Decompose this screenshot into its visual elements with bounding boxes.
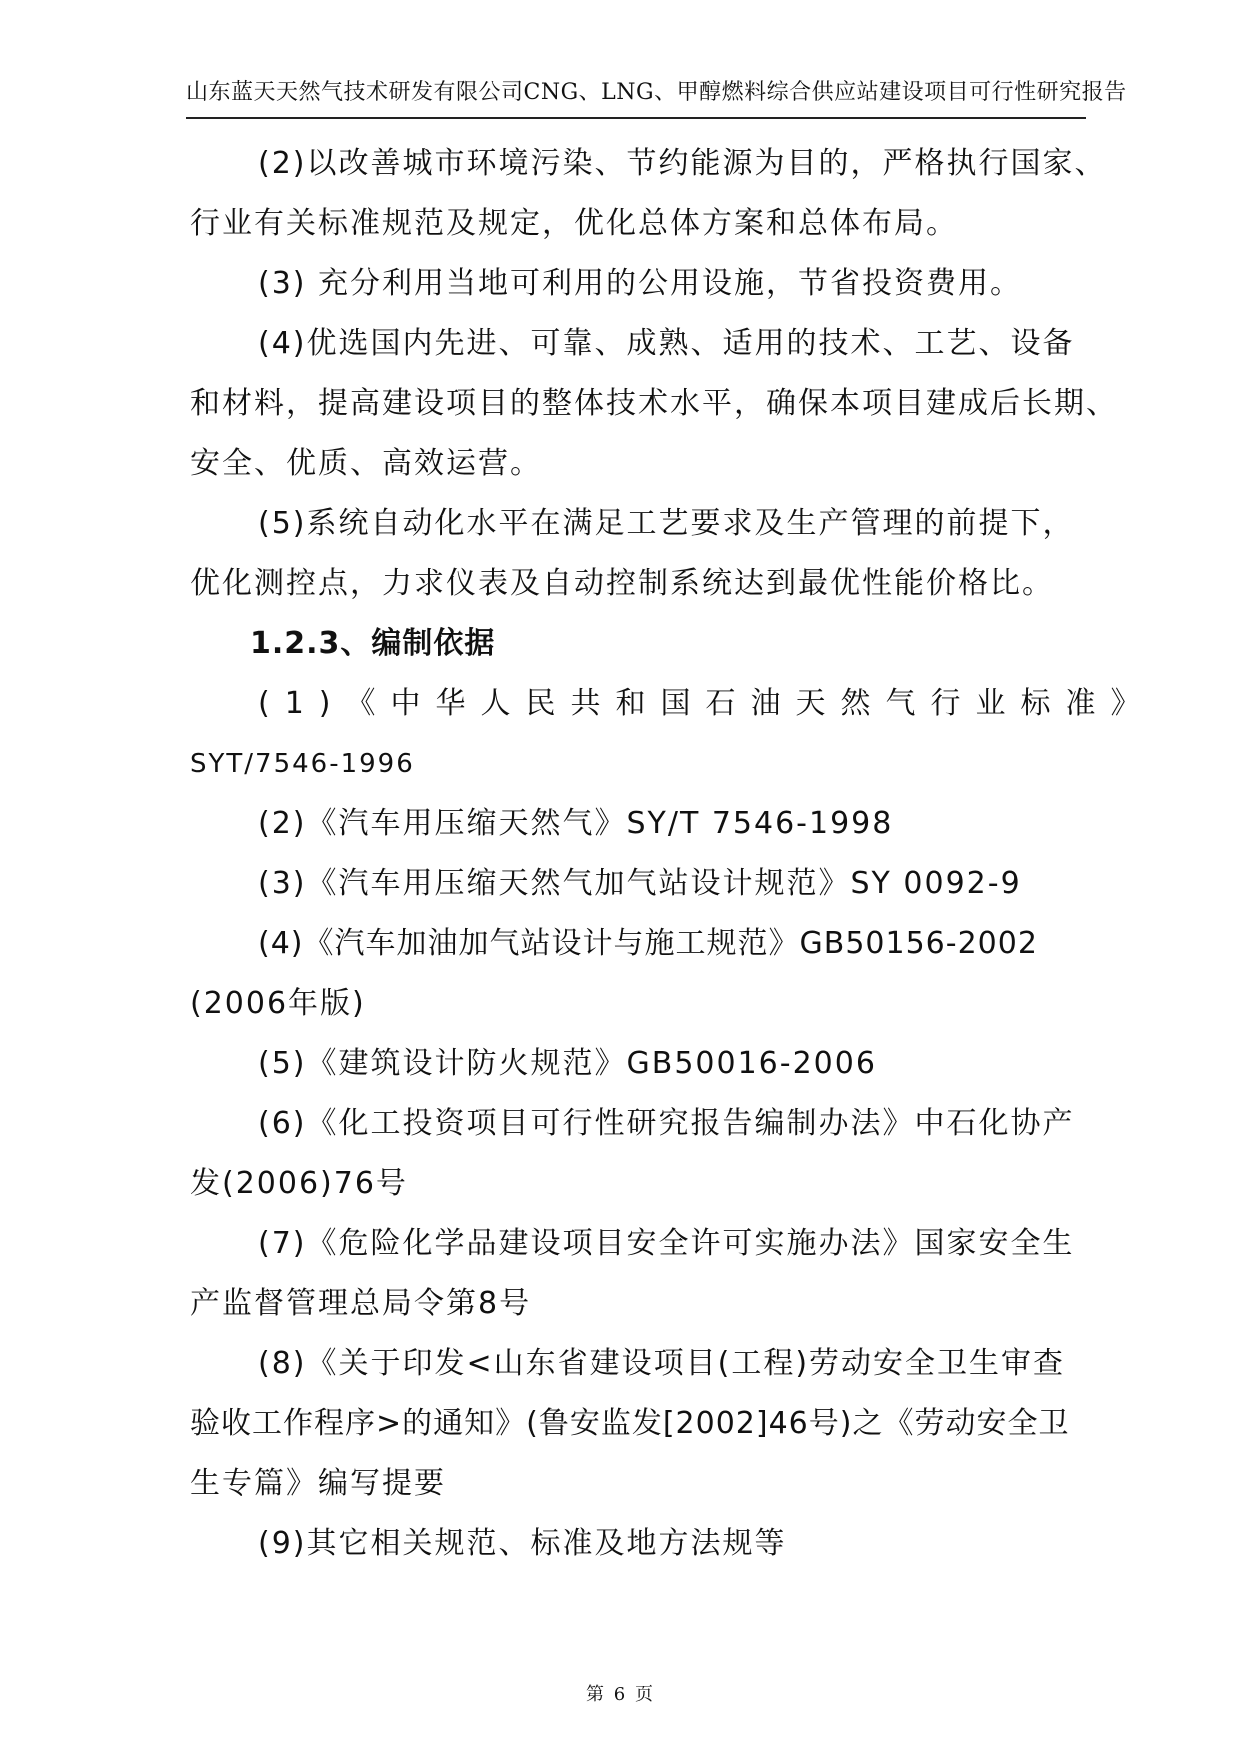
text-line: (1)《中华人民共和国石油天然气行业标准》 [258, 686, 1156, 721]
text-line: 验收工作程序>的通知》(鲁安监发[2002]46号)之《劳动安全卫 [190, 1406, 1070, 1441]
text-line: (3)《汽车用压缩天然气加气站设计规范》SY 0092-9 [258, 866, 1022, 901]
text-line: (5)系统自动化水平在满足工艺要求及生产管理的前提下， [258, 506, 1075, 541]
section-heading: 1.2.3、编制依据 [250, 626, 496, 661]
header-divider [186, 117, 1086, 119]
text-line: 行业有关标准规范及规定，优化总体方案和总体布局。 [190, 206, 958, 241]
basis-item-6 [190, 1094, 1080, 1214]
text-line: (2)《汽车用压缩天然气》SY/T 7546-1998 [258, 806, 894, 841]
text-line: 安全、优质、高效运营。 [190, 446, 542, 481]
paragraph-principle-2 [190, 134, 1107, 254]
text-line: 生专篇》编写提要 [190, 1466, 446, 1501]
text-line: 优化测控点，力求仪表及自动控制系统达到最优性能价格比。 [190, 566, 1054, 601]
text-line: (4)优选国内先进、可靠、成熟、适用的技术、工艺、设备 [258, 326, 1075, 361]
document-body [190, 134, 1156, 1574]
paragraph-principle-5 [190, 494, 1080, 614]
basis-item-5 [190, 1034, 1080, 1094]
basis-item-1 [190, 674, 1156, 794]
text-line: (2)以改善城市环境污染、节约能源为目的，严格执行国家、 [258, 146, 1107, 181]
text-line: (6)《化工投资项目可行性研究报告编制办法》中石化协产 [258, 1106, 1075, 1141]
text-line: 产监督管理总局令第8号 [190, 1286, 532, 1321]
text-line: (4)《汽车加油加气站设计与施工规范》GB50156-2002 [258, 926, 1038, 961]
text-line: (2006年版) [190, 986, 366, 1021]
text-line: 和材料，提高建设项目的整体技术水平，确保本项目建成后长期、 [190, 386, 1118, 421]
text-line: (9)其它相关规范、标准及地方法规等 [258, 1526, 787, 1561]
basis-item-2 [190, 794, 1080, 854]
text-line: (7)《危险化学品建设项目安全许可实施办法》国家安全生 [258, 1226, 1075, 1261]
basis-item-9 [190, 1514, 1080, 1574]
basis-item-7 [190, 1214, 1080, 1334]
paragraph-principle-4 [190, 314, 1118, 494]
text-line: (8)《关于印发<山东省建设项目(工程)劳动安全卫生审查 [258, 1346, 1066, 1381]
text-line: SYT/7546-1996 [190, 749, 415, 779]
text-line: (3) 充分利用当地可利用的公用设施，节省投资费用。 [258, 266, 1023, 301]
page-header-title: 山东蓝天天然气技术研发有限公司CNG、LNG、甲醇燃料综合供应站建设项目可行性研究报告 [186, 80, 1127, 105]
text-line: 发(2006)76号 [190, 1166, 408, 1201]
page-number: 第 6 页 [586, 1684, 655, 1705]
basis-item-4 [190, 914, 1080, 1034]
paragraph-principle-3 [190, 254, 1080, 314]
basis-item-8 [190, 1334, 1080, 1514]
basis-item-3 [190, 854, 1080, 914]
text-line: (5)《建筑设计防火规范》GB50016-2006 [258, 1046, 877, 1081]
